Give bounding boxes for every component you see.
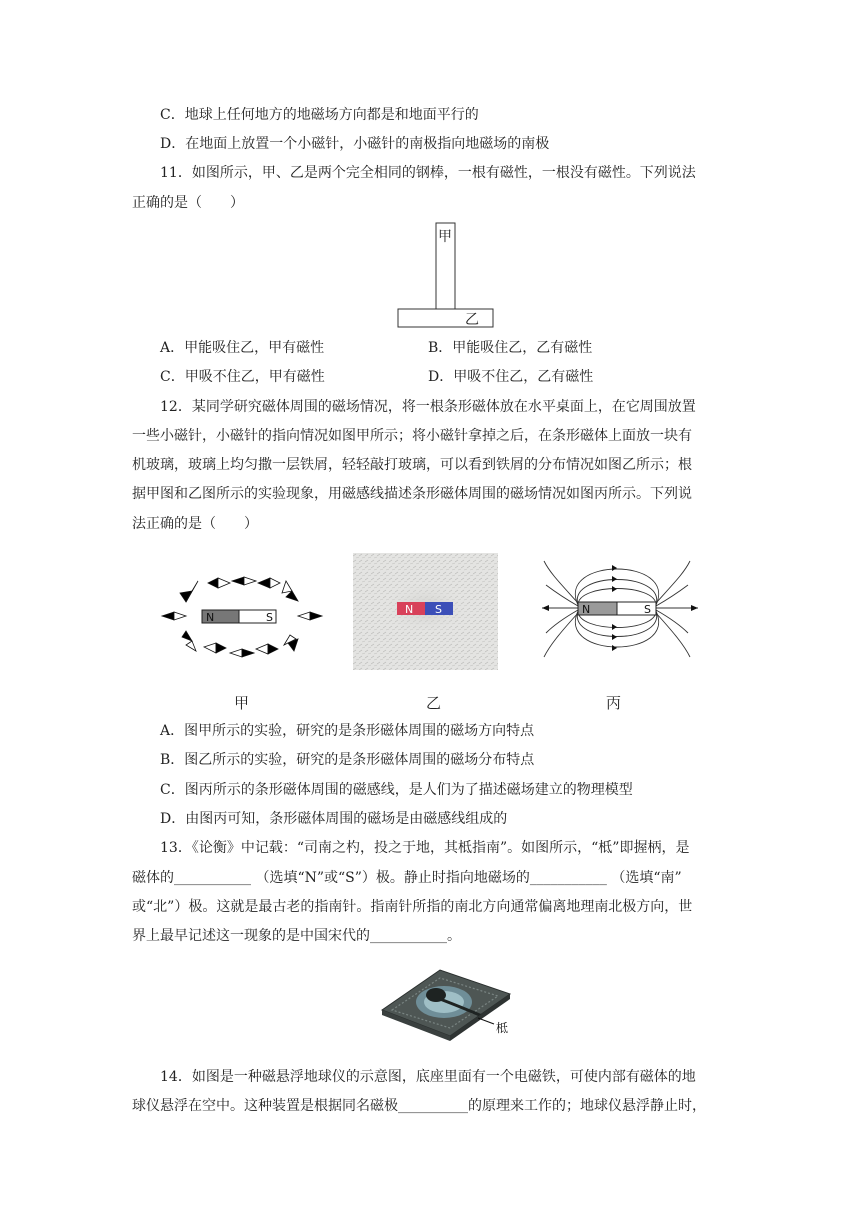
- caption-jia: 甲: [234, 694, 250, 712]
- q12-option-b: B．图乙所示的实验，研究的是条形磁体周围的磁场分布特点: [160, 752, 535, 768]
- field-magnet-s-label: S: [644, 603, 651, 616]
- q13-stem-3: 或“北”）极。这就是最古老的指南针。指南针所指的南北方向通常偏离地理南北极方向，世: [132, 899, 693, 915]
- figure-sinan-spoon: [378, 960, 518, 1042]
- q11-stem-1: 11．如图所示，甲、乙是两个完全相同的钢棒，一根有磁性，一根没有磁性。下列说法: [160, 165, 696, 181]
- q11-stem-2: 正确的是（ ）: [132, 195, 244, 211]
- q12-stem-1: 12．某同学研究磁体周围的磁场情况，将一根条形磁体放在水平桌面上，在它周围放置: [160, 399, 696, 415]
- figure-jia-compasses: [160, 575, 325, 663]
- q14-stem-1: 14．如图是一种磁悬浮地球仪的示意图，底座里面有一个电磁铁，可使内部有磁体的地: [160, 1069, 696, 1085]
- photo-magnet-n-label: N: [405, 603, 414, 616]
- caption-bing: 丙: [606, 694, 622, 712]
- q11-option-d: D．甲吸不住乙，乙有磁性: [428, 369, 594, 385]
- q13-stem-2: 磁体的___________ （选填“N”或“S”）极。静止时指向地磁场的___________ （选填“南”: [132, 870, 682, 886]
- q12-option-a: A．图甲所示的实验，研究的是条形磁体周围的磁场方向特点: [160, 723, 535, 739]
- bar-jia-label: 甲: [438, 229, 452, 245]
- magnet-n-label: N: [206, 611, 215, 624]
- q14-stem-2: 球仪悬浮在空中。这种装置是根据同名磁极__________的原理来工作的；地球仪悬浮静止时，: [132, 1098, 706, 1114]
- q11-option-a: A．甲能吸住乙，甲有磁性: [160, 340, 325, 356]
- q10-option-d: D．在地面上放置一个小磁针，小磁针的南极指向地磁场的南极: [160, 136, 550, 152]
- q12-option-c: C．图丙所示的条形磁体周围的磁感线，是人们为了描述磁场建立的物理模型: [160, 782, 633, 798]
- q11-option-b: B．甲能吸住乙，乙有磁性: [428, 340, 593, 356]
- q11-option-c: C．甲吸不住乙，甲有磁性: [160, 369, 325, 385]
- q12-stem-5: 法正确的是（ ）: [132, 516, 258, 532]
- magnet-s-label: S: [266, 611, 273, 624]
- q13-stem-1: 13．《论衡》中记载：“司南之杓，投之于地，其柢指南”。如图所示，“柢”即握柄，是: [160, 840, 690, 856]
- spoon-handle-label: 柢: [496, 1021, 509, 1035]
- bar-yi-label: 乙: [465, 312, 479, 328]
- caption-yi: 乙: [426, 694, 442, 712]
- photo-magnet-s-label: S: [435, 603, 442, 616]
- q12-stem-3: 机玻璃，玻璃上均匀撒一层铁屑，轻轻敲打玻璃，可以看到铁屑的分布情况如图乙所示；根: [132, 457, 692, 473]
- figure-yi-iron-filings: [353, 553, 498, 670]
- figure-bing-field-lines: [538, 553, 703, 670]
- q11-bars-figure: [396, 222, 496, 330]
- q12-option-d: D．由图丙可知，条形磁体周围的磁场是由磁感线组成的: [160, 811, 508, 827]
- q13-stem-4: 界上最早记述这一现象的是中国宋代的___________。: [132, 928, 461, 944]
- q10-option-c: C．地球上任何地方的地磁场方向都是和地面平行的: [160, 107, 479, 123]
- q12-stem-4: 据甲图和乙图所示的实验现象，用磁感线描述条形磁体周围的磁场情况如图丙所示。下列说: [132, 486, 692, 502]
- field-magnet-n-label: N: [582, 603, 591, 616]
- q12-stem-2: 一些小磁针，小磁针的指向情况如图甲所示；将小磁针拿掉之后，在条形磁体上面放一块有: [132, 428, 692, 444]
